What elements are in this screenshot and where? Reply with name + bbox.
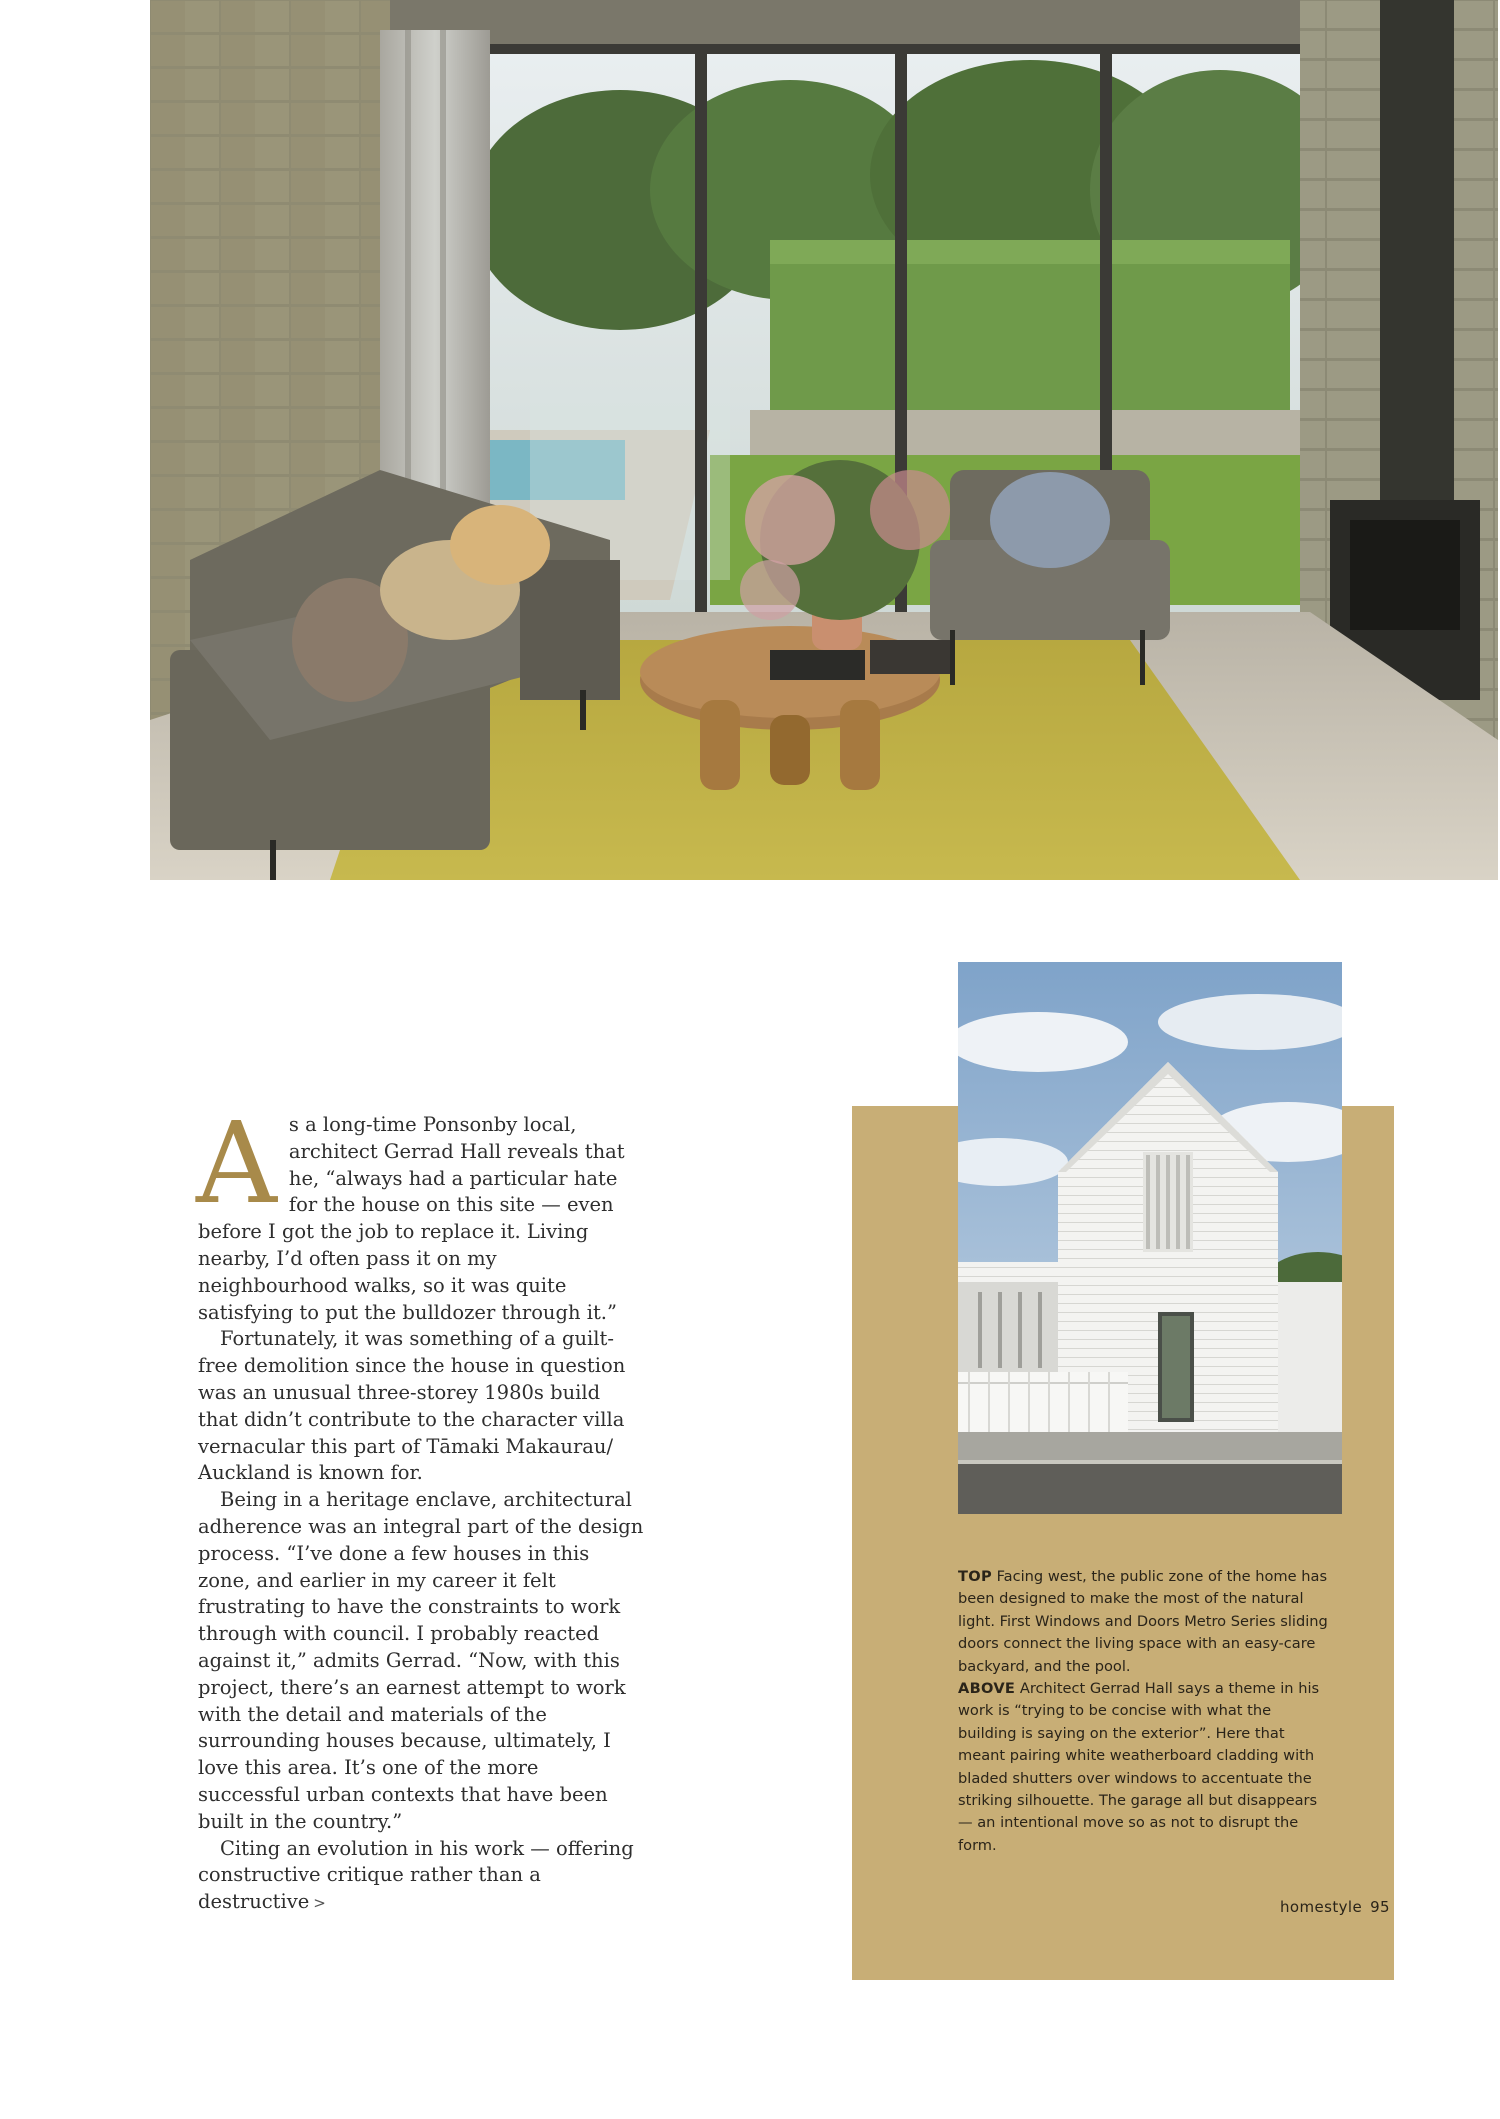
article-paragraph xyxy=(198,1326,646,1487)
page-folio xyxy=(1280,1898,1390,1916)
photo-caption xyxy=(958,1566,1332,1857)
caption-above xyxy=(958,1678,1332,1857)
paragraph-text: Fortunately, it was something of a guilt-free demolition since the house in question was an unusual three-storey 1980s build that didn’t contribute to the character villa vernacular this part of Tāmaki Makaurau/ Auckland is known for. xyxy=(198,1327,626,1485)
drop-cap: A xyxy=(196,1099,277,1229)
caption-text-top: Facing west, the public zone of the home has been designed to make the most of the natural light. First Windows and Doors Metro Series sliding doors connect the living space with an easy-care backyard, and the pool. xyxy=(958,1568,1328,1675)
paragraph-text: Citing an evolution in his work — offering constructive critique rather than a destructive xyxy=(198,1836,634,1914)
caption-label-above: ABOVE xyxy=(958,1680,1016,1698)
continued-marker: > xyxy=(313,1894,326,1913)
paragraph-text: Being in a heritage enclave, architectural adherence was an integral part of the design process. “I’ve done a few houses in this zone, and earlier in my career it felt frustrating to have the constraints to work through with council. I probably reacted against it,” admits Gerrad. “Now, with this project, there’s an earnest attempt to work with the detail and materials of the surrounding houses because, ultimately, I love this area. It’s one of the more successful urban contexts that have been built in the country.” xyxy=(198,1488,644,1833)
living-room-photo xyxy=(150,0,1498,880)
caption-top xyxy=(958,1566,1332,1678)
article-paragraph xyxy=(198,1836,646,1917)
article-body xyxy=(196,1099,646,1917)
house-exterior-photo xyxy=(958,962,1342,1514)
magazine-name: homestyle xyxy=(1280,1898,1363,1916)
paragraph-text: s a long-time Ponsonby local, architect Gerrad Hall reveals that he, “always had a particular hate for the house on this site — even before I got the job to replace it. Living nearby, I’d often pass it on my neighbourhood walks, so it was quite satisfying to put the bulldozer through it.” xyxy=(198,1113,625,1324)
article-paragraph xyxy=(196,1099,646,1326)
page-number: 95 xyxy=(1370,1898,1390,1916)
article-paragraph xyxy=(198,1487,646,1835)
caption-text-above: Architect Gerrad Hall says a theme in his work is “trying to be concise with what the building is saying on the exterior”. Here that meant pairing white weatherboard cladding with bladed shutters over windows to accentuate the striking silhouette. The garage all but disappears — an intentional move so as not to disrupt the form. xyxy=(958,1680,1320,1854)
caption-label-top: TOP xyxy=(958,1568,992,1585)
